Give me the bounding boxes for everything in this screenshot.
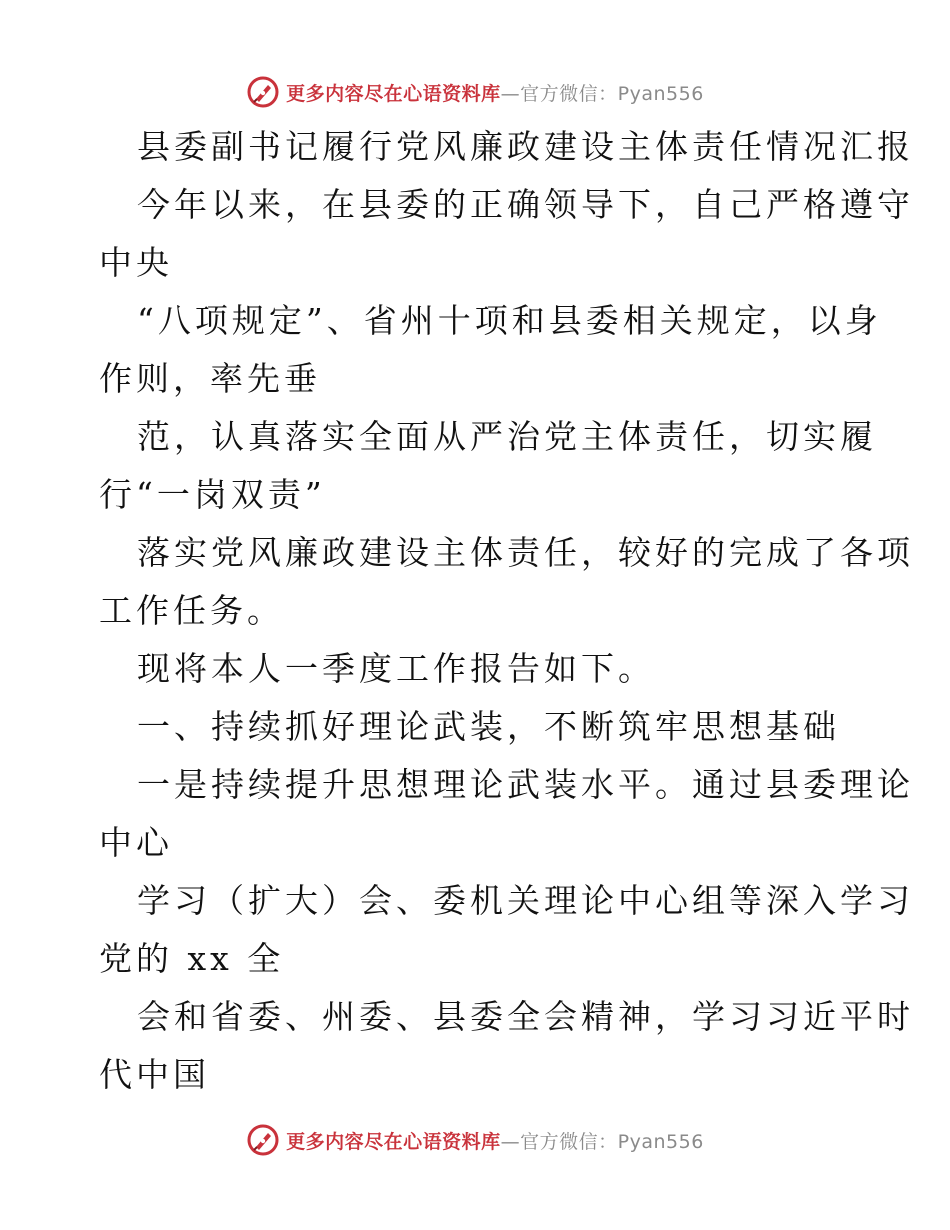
footer-watermark-main: 更多内容尽在心语资料库 [286,1130,501,1153]
pen-nib-circle-icon [246,75,280,109]
paragraph-line: 今年以来，在县委的正确领导下，自己严格遵守 [137,185,914,224]
paragraph-line: 行“一岗双责” [99,475,326,514]
paragraph-line: 范，认真落实全面从严治党主体责任，切实履 [137,417,877,456]
document-title: 县委副书记履行党风廉政建设主体责任情况汇报 [137,127,914,166]
paragraph-line: 中央 [99,243,173,282]
footer-watermark-sub: —官方微信：Pyan556 [500,1130,704,1153]
header-watermark-text [286,79,704,106]
pen-nib-circle-icon [246,1123,280,1157]
paragraph-line: 作则，率先垂 [99,359,321,398]
paragraph-line: 工作任务。 [99,591,284,630]
paragraph-line: 会和省委、州委、县委全会精神，学习习近平时 [137,997,914,1036]
header-watermark-banner [0,72,950,112]
paragraph-line: 学习（扩大）会、委机关理论中心组等深入学习 [137,881,914,920]
section-heading: 一、持续抓好理论武装，不断筑牢思想基础 [137,707,840,746]
header-watermark-main: 更多内容尽在心语资料库 [286,82,501,105]
paragraph-line: 中心 [99,823,173,862]
paragraph-line: 党的 xx 全 [99,939,285,978]
paragraph-line: 代中国 [99,1055,210,1094]
paragraph-line: 落实党风廉政建设主体责任，较好的完成了各项 [137,533,914,572]
footer-watermark-banner [0,1120,950,1160]
footer-watermark-text [286,1127,704,1154]
header-watermark-sub: —官方微信：Pyan556 [500,82,704,105]
paragraph-line: 一是持续提升思想理论武装水平。通过县委理论 [137,765,914,804]
paragraph-line: 现将本人一季度工作报告如下。 [137,649,655,688]
paragraph-line: “八项规定”、省州十项和县委相关规定，以身 [137,301,882,340]
